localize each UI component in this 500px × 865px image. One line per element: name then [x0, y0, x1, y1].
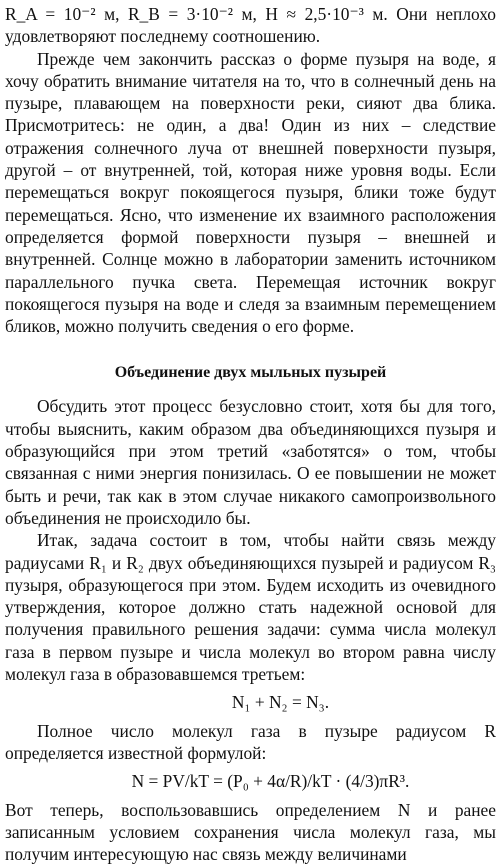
paragraph-bubble-glare: Прежде чем закончить рассказ о форме пузыря на воде, я хочу обратить внимание читателя на то, что в солнечный день на пузыре, плавающем на поверхности реки, сияют два блика. Присмотритесь: не один, а два! Один из них – следствие отражения солнечного луча от внешней поверхности пузыря, другой – от внутренней, той, которая ниже уровня воды. Если перемещаться вокруг покоящегося пузыря, блики тоже будут перемещаться. Ясно, что изменение их взаимного расположения определяется формой поверхности пузыря – внешней и внутренней. Солнце можно в лаборатории заменить источником параллельного пучка света. Перемещая источник вокруг покоящегося пузыря на воде и следя за взаимным перемещением бликов, можно получить сведения о его форме. [5, 48, 496, 338]
paragraph-intro: R_A = 10⁻² м, R_B = 3·10⁻² м, H ≈ 2,5·10⁻³ м. Они неплохо удовлетворяют последнему соотношению. [5, 3, 496, 48]
paragraph-task: Итак, задача состоит в том, чтобы найти связь между радиусами R₁ и R₂ двух объединяющихся пузырей и радиусом R₃ пузыря, образующегося при этом. Будем исходить из очевидного утверждения, которое должно стать надежной основой для получения правильного решения задачи: сумма числа молекул газа в первом пузыре и числа молекул во втором равна числу молекул газа в образовавшемся третьем: [5, 529, 496, 685]
equation-molecule-sum: N₁ + N₂ = N₃. [5, 691, 496, 713]
paragraph-formula-intro: Полное число молекул газа в пузыре радиусом R определяется известной формулой: [5, 720, 496, 765]
paragraph-conclusion: Вот теперь, воспользовавшись определением N и ранее записанным условием сохранения числа молекул газа, мы получим интересующую нас связь между величинами [5, 799, 496, 865]
section-heading: Объединение двух мыльных пузырей [5, 363, 496, 383]
paragraph-merge-intro: Обсудить этот процесс безусловно стоит, хотя бы для того, чтобы выяснить, каким образом два объединяющихся пузыря и образующийся при этом третий «заботятся» о том, чтобы связанная с ними энергия понизилась. О ее повышении не может быть и речи, так как в этом случае никакого самопроизвольного объединения не происходило бы. [5, 395, 496, 529]
equation-molecule-count: N = PV/kT = (P₀ + 4α/R)/kT · (4/3)πR³. [5, 770, 496, 792]
